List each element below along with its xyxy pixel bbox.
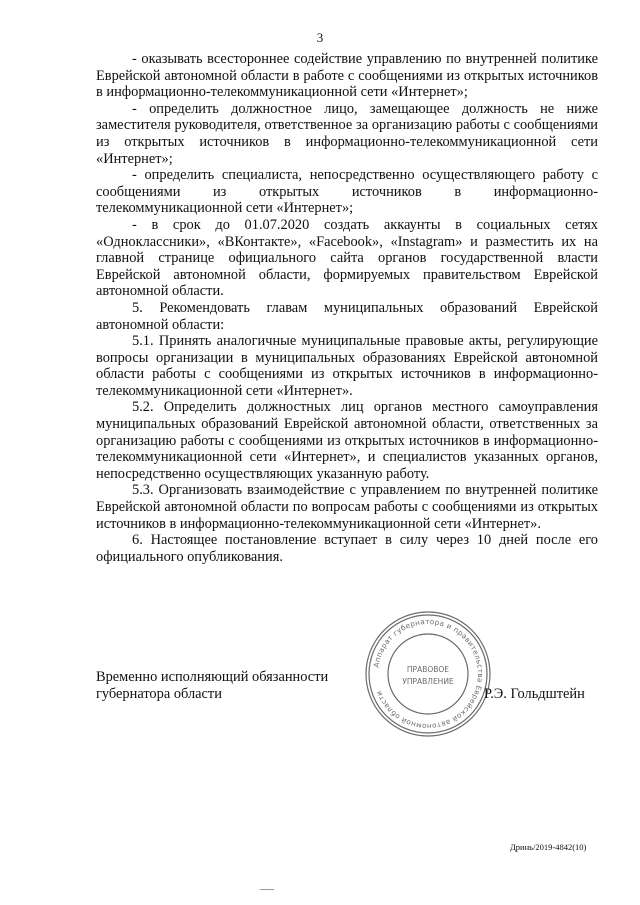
stamp-outer-ring: [366, 612, 490, 736]
paragraph-item-6: 6. Настоящее постановление вступает в силу через 10 дней после его официального опубликования.: [96, 532, 598, 565]
stamp-inner-ring: [388, 634, 468, 714]
paragraph-item-5-2: 5.2. Определить должностных лиц органов местного самоуправления муниципальных образований Еврейской автономной области, ответственных за организацию работы с сообщениями из открытых источников в информационно-телекоммуникационной сети «Интернет», и специалистов указанных органов, непосредственно осуществляющих указанную работу.: [96, 399, 598, 482]
paragraph-item-5-3: 5.3. Организовать взаимодействие с управлением по внутренней политике Еврейской автономной области по вопросам работы с сообщениями из открытых источников в информационно-телекоммуникационной сети «Интернет».: [96, 482, 598, 532]
paragraph-assist-directorate: - оказывать всестороннее содействие управлению по внутренней политике Еврейской автономной области в работе с сообщениями из открытых источников в информационно-телекоммуникационной сети «Интернет»;: [96, 51, 598, 101]
scan-artifact: [260, 889, 274, 890]
paragraph-item-5-1: 5.1. Принять аналогичные муниципальные правовые акты, регулирующие вопросы организации в муниципальных образованиях Еврейской автономной области работы с сообщениями из открытых источников в информационно-телекоммуникационной сети «Интернет».: [96, 333, 598, 399]
page-number: 3: [316, 30, 324, 45]
document-body: [96, 51, 598, 565]
signatory-name: Р.Э. Гольдштейн: [484, 686, 585, 702]
paragraph-appoint-specialist: - определить специалиста, непосредственно осуществляющего работу с сообщениями из открытых источников в информационно-телекоммуникационной сети «Интернет»;: [96, 167, 598, 217]
stamp-center-line-1: ПРАВОВОЕ: [406, 665, 450, 674]
stamp-outer-ring-inner: [369, 615, 487, 733]
signatory-title-line-2: губернатора области: [96, 686, 222, 702]
signatory-title: [96, 669, 376, 703]
stamp-ring-text: Аппарат губернатора и правительства Еврейской автономной области: [371, 616, 486, 732]
signatory-title-line-1: Временно исполняющий обязанности: [96, 669, 329, 685]
paragraph-social-accounts: - в срок до 01.07.2020 создать аккаунты в социальных сетях «Одноклассники», «ВКонтакте», «Facebook», «Instagram» и разместить их на главной странице официального сайта органов государственной власти Еврейской автономной области, формируемых правительством Еврейской автономной области.: [96, 216, 598, 300]
paragraph-item-5: 5. Рекомендовать главам муниципальных образований Еврейской автономной области:: [96, 299, 598, 333]
stamp-center-line-2: УПРАВЛЕНИЕ: [402, 677, 454, 686]
paragraph-appoint-official: - определить должностное лицо, замещающее должность не ниже заместителя руководителя, ответственное за организацию работы с сообщениями из открытых источников в информационно-телекоммуникационной сети «Интернет»;: [96, 100, 598, 167]
stamp-seal-icon: [362, 608, 494, 740]
document-reference: Дринь/2019-4842(10): [510, 842, 587, 852]
official-stamp: [362, 608, 494, 740]
